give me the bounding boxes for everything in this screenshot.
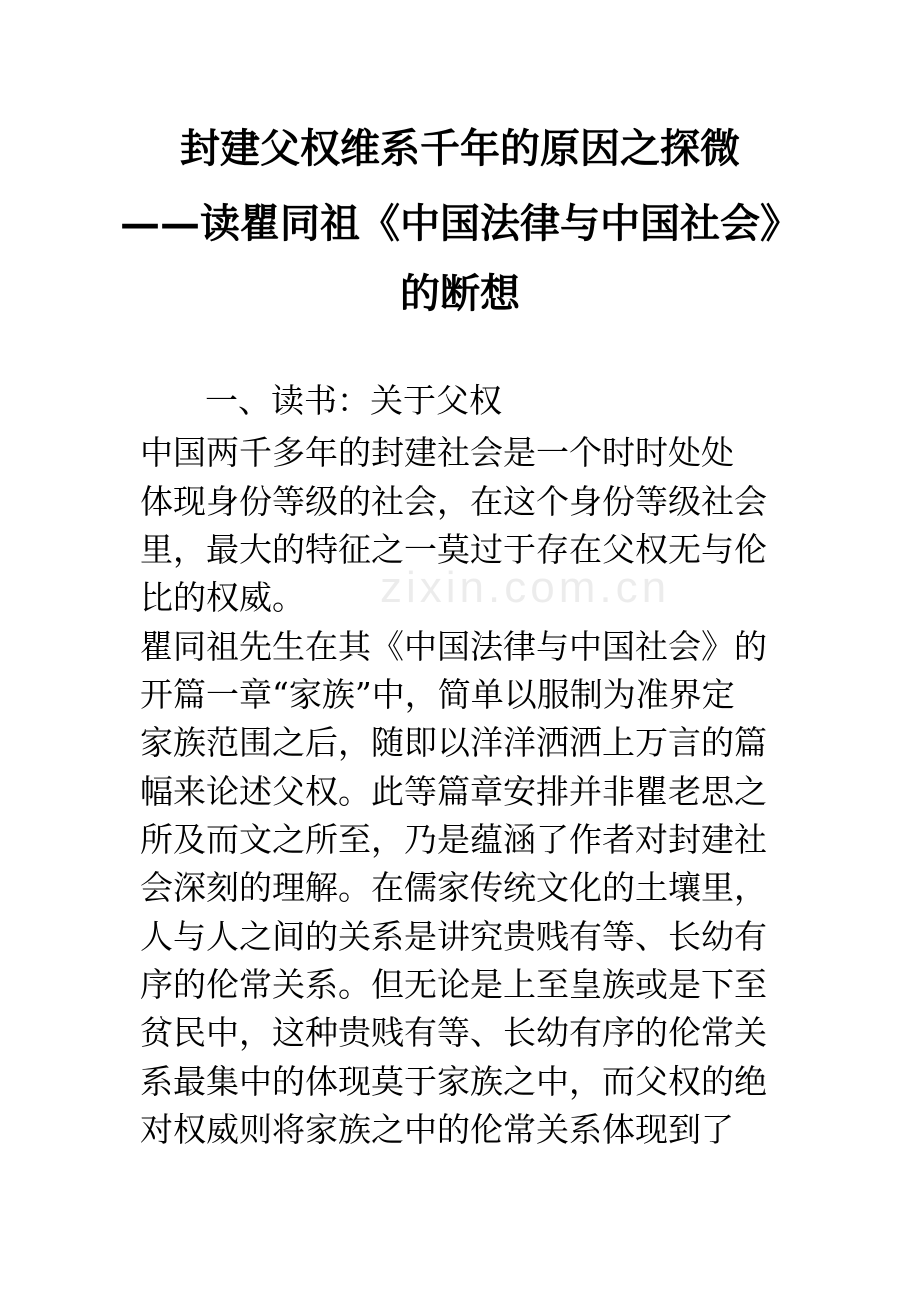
body-line: 幅来论述父权。此等篇章安排并非瞿老思之 [140, 772, 767, 811]
body-line: 体现身份等级的社会，在这个身份等级社会 [140, 482, 767, 521]
body-line: 比的权威。 [140, 578, 305, 617]
body-line: 所及而文之所至，乃是蕴涵了作者对封建社 [140, 820, 767, 859]
title-line-1: 封建父权维系千年的原因之探微 [180, 125, 740, 172]
title-line-3: 的断想 [400, 270, 520, 317]
body-line: 中国两千多年的封建社会是一个时时处处 [140, 433, 734, 472]
body-line: 序的伦常关系。但无论是上至皇族或是下至 [140, 965, 767, 1004]
body-line: 贫民中，这种贵贱有等、长幼有序的伦常关 [140, 1013, 767, 1052]
body-line: 人与人之间的关系是讲究贵贱有等、长幼有 [140, 917, 767, 956]
watermark: zixin.com.cn [380, 563, 671, 612]
body-line: 开篇一章“家族”中，简单以服制为准界定 [140, 675, 735, 714]
body-line: 家族范围之后，随即以洋洋洒洒上万言的篇 [140, 723, 767, 762]
body-line: 对权威则将家族之中的伦常关系体现到了 [140, 1110, 734, 1149]
body-line: 里，最大的特征之一莫过于存在父权无与伦 [140, 530, 767, 569]
body-line: 会深刻的理解。在儒家传统文化的土壤里， [140, 868, 767, 907]
body-line: 系最集中的体现莫于家族之中，而父权的绝 [140, 1062, 767, 1101]
title-line-2: ——读瞿同祖《中国法律与中国社会》 [120, 200, 800, 247]
section-heading: 一、读书：关于父权 [205, 381, 502, 420]
body-line: 瞿同祖先生在其《中国法律与中国社会》的 [140, 627, 767, 666]
